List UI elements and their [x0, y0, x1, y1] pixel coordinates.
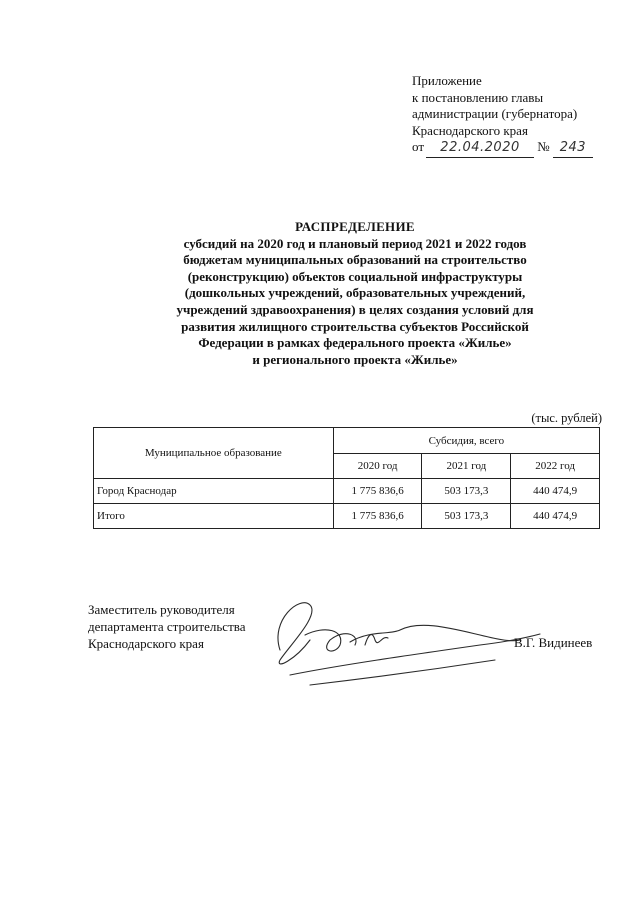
title-line: (реконструкцию) объектов социальной инфраструктуры — [187, 268, 523, 284]
header-subsidy: Субсидия, всего — [333, 428, 599, 454]
title-line: учреждений здравоохранения) в целях создания условий для — [176, 301, 534, 317]
title-line: развития жилищного строительства субъектов Российской — [181, 318, 529, 334]
title-line: субсидий на 2020 год и плановый период 2021 и 2022 годов — [183, 235, 527, 251]
title-line: бюджетам муниципальных образований на строительство — [183, 252, 527, 268]
row-value: 440 474,9 — [511, 504, 600, 529]
decree-date: 22.04.2020 — [426, 140, 534, 158]
appendix-date-line — [412, 139, 627, 158]
appendix-line-3: администрации (губернатора) — [412, 106, 578, 121]
row-value: 503 173,3 — [422, 504, 511, 529]
title-line: (дошкольных учреждений, образовательных учреждений, — [184, 285, 526, 301]
title-main: РАСПРЕДЕЛЕНИЕ — [295, 219, 415, 234]
row-value: 1 775 836,6 — [333, 479, 422, 504]
title-line: и регионального проекта «Жилье» — [252, 351, 458, 367]
header-municipality: Муниципальное образование — [94, 428, 334, 479]
row-value: 1 775 836,6 — [333, 504, 422, 529]
position-line-3: Краснодарского края — [88, 636, 204, 651]
signatory-name: В.Г. Видинеев — [514, 635, 593, 650]
units-label: (тыс. рублей) — [531, 411, 602, 425]
row-value: 503 173,3 — [422, 479, 511, 504]
appendix-line-1: Приложение — [412, 73, 482, 88]
appendix-header — [412, 73, 627, 158]
header-year: 2020 год — [333, 454, 422, 479]
row-name: Итого — [94, 504, 334, 529]
position-line-1: Заместитель руководителя — [88, 602, 235, 617]
row-value: 440 474,9 — [511, 479, 600, 504]
header-year: 2022 год — [511, 454, 600, 479]
position-line-2: департамента строительства — [88, 619, 246, 634]
number-label: № — [537, 139, 550, 154]
table-header-row — [94, 428, 600, 454]
header-year: 2021 год — [422, 454, 511, 479]
appendix-line-4: Краснодарского края — [412, 122, 528, 138]
from-label: от — [412, 139, 425, 154]
table-row-total — [94, 504, 600, 529]
subsidy-table — [93, 427, 600, 529]
title-line: Федерации в рамках федерального проекта «Жилье» — [198, 335, 512, 351]
handwritten-signature — [250, 590, 550, 700]
row-name: Город Краснодар — [94, 479, 334, 504]
appendix-line-2: к постановлению главы — [412, 89, 544, 105]
signatory-position — [88, 601, 246, 652]
document-title — [120, 219, 590, 368]
table-row — [94, 479, 600, 504]
decree-number: 243 — [553, 140, 593, 158]
